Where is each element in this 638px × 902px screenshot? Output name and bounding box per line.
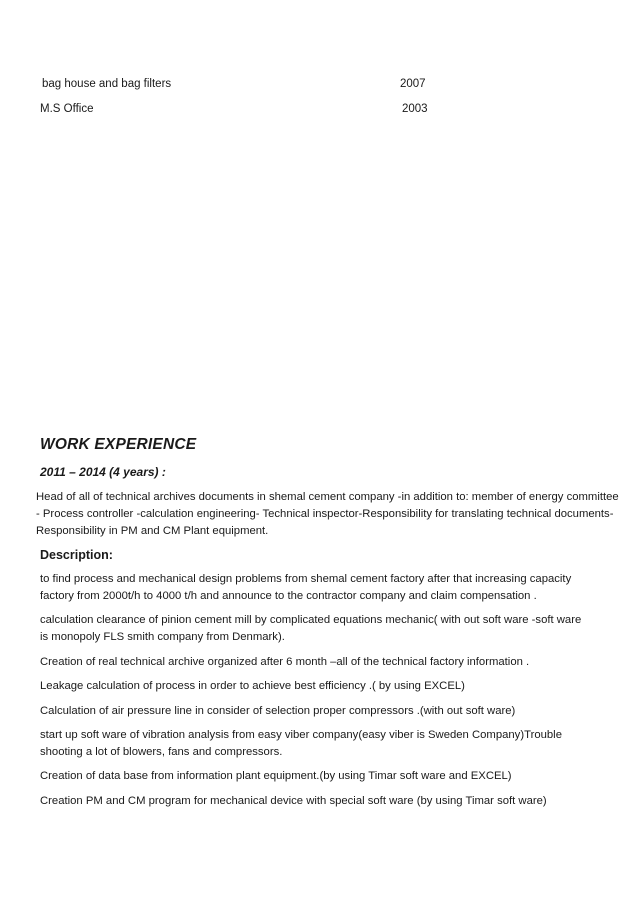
description-line: to find process and mechanical design problems from shemal cement factory after that increasing capacity: [40, 573, 572, 585]
description-item: [40, 678, 465, 695]
summary-line: - Process controller -calculation engineering- Technical inspector-Responsibility for translating technical documents-: [36, 508, 614, 520]
description-line: start up soft ware of vibration analysis from easy viber company(easy viber is Sweden Company)Trouble: [40, 729, 562, 741]
description-item: [40, 703, 515, 720]
description-heading: Description:: [40, 548, 113, 562]
description-line: is monopoly FLS smith company from Denmark).: [40, 631, 285, 643]
description-item: [40, 612, 581, 646]
description-item: [40, 654, 529, 671]
description-line: factory from 2000t/h to 4000 t/h and announce to the contractor company and claim compensation .: [40, 590, 537, 602]
description-line: Creation PM and CM program for mechanical device with special soft ware (by using Timar soft ware): [40, 795, 547, 807]
work-experience-heading: WORK EXPERIENCE: [40, 436, 197, 453]
description-line: shooting a lot of blowers, fans and compressors.: [40, 746, 283, 758]
description-item: [40, 571, 571, 605]
work-summary: [36, 489, 626, 540]
description-item: [40, 727, 562, 761]
skill-name: bag house and bag filters: [42, 78, 172, 90]
summary-line: Responsibility in PM and CM Plant equipment.: [36, 525, 269, 537]
description-line: Leakage calculation of process in order to achieve best efficiency .( by using EXCEL): [40, 680, 465, 692]
skill-year: 2003: [402, 103, 428, 115]
description-line: Creation of real technical archive organized after 6 month –all of the technical factory information .: [40, 656, 530, 668]
skill-name: M.S Office: [40, 103, 94, 115]
description-item: [40, 768, 512, 785]
work-period: 2011 – 2014 (4 years) :: [40, 465, 166, 479]
description-line: Creation of data base from information plant equipment.(by using Timar soft ware and EXCEL): [40, 770, 512, 782]
skill-year: 2007: [400, 78, 426, 90]
description-line: calculation clearance of pinion cement mill by complicated equations mechanic( with out soft ware -soft ware: [40, 614, 582, 626]
summary-line: Head of all of technical archives documents in shemal cement company -in addition to: member of energy committee: [36, 491, 619, 503]
description-item: [40, 793, 547, 810]
description-line: Calculation of air pressure line in consider of selection proper compressors .(with out soft ware): [40, 705, 516, 717]
